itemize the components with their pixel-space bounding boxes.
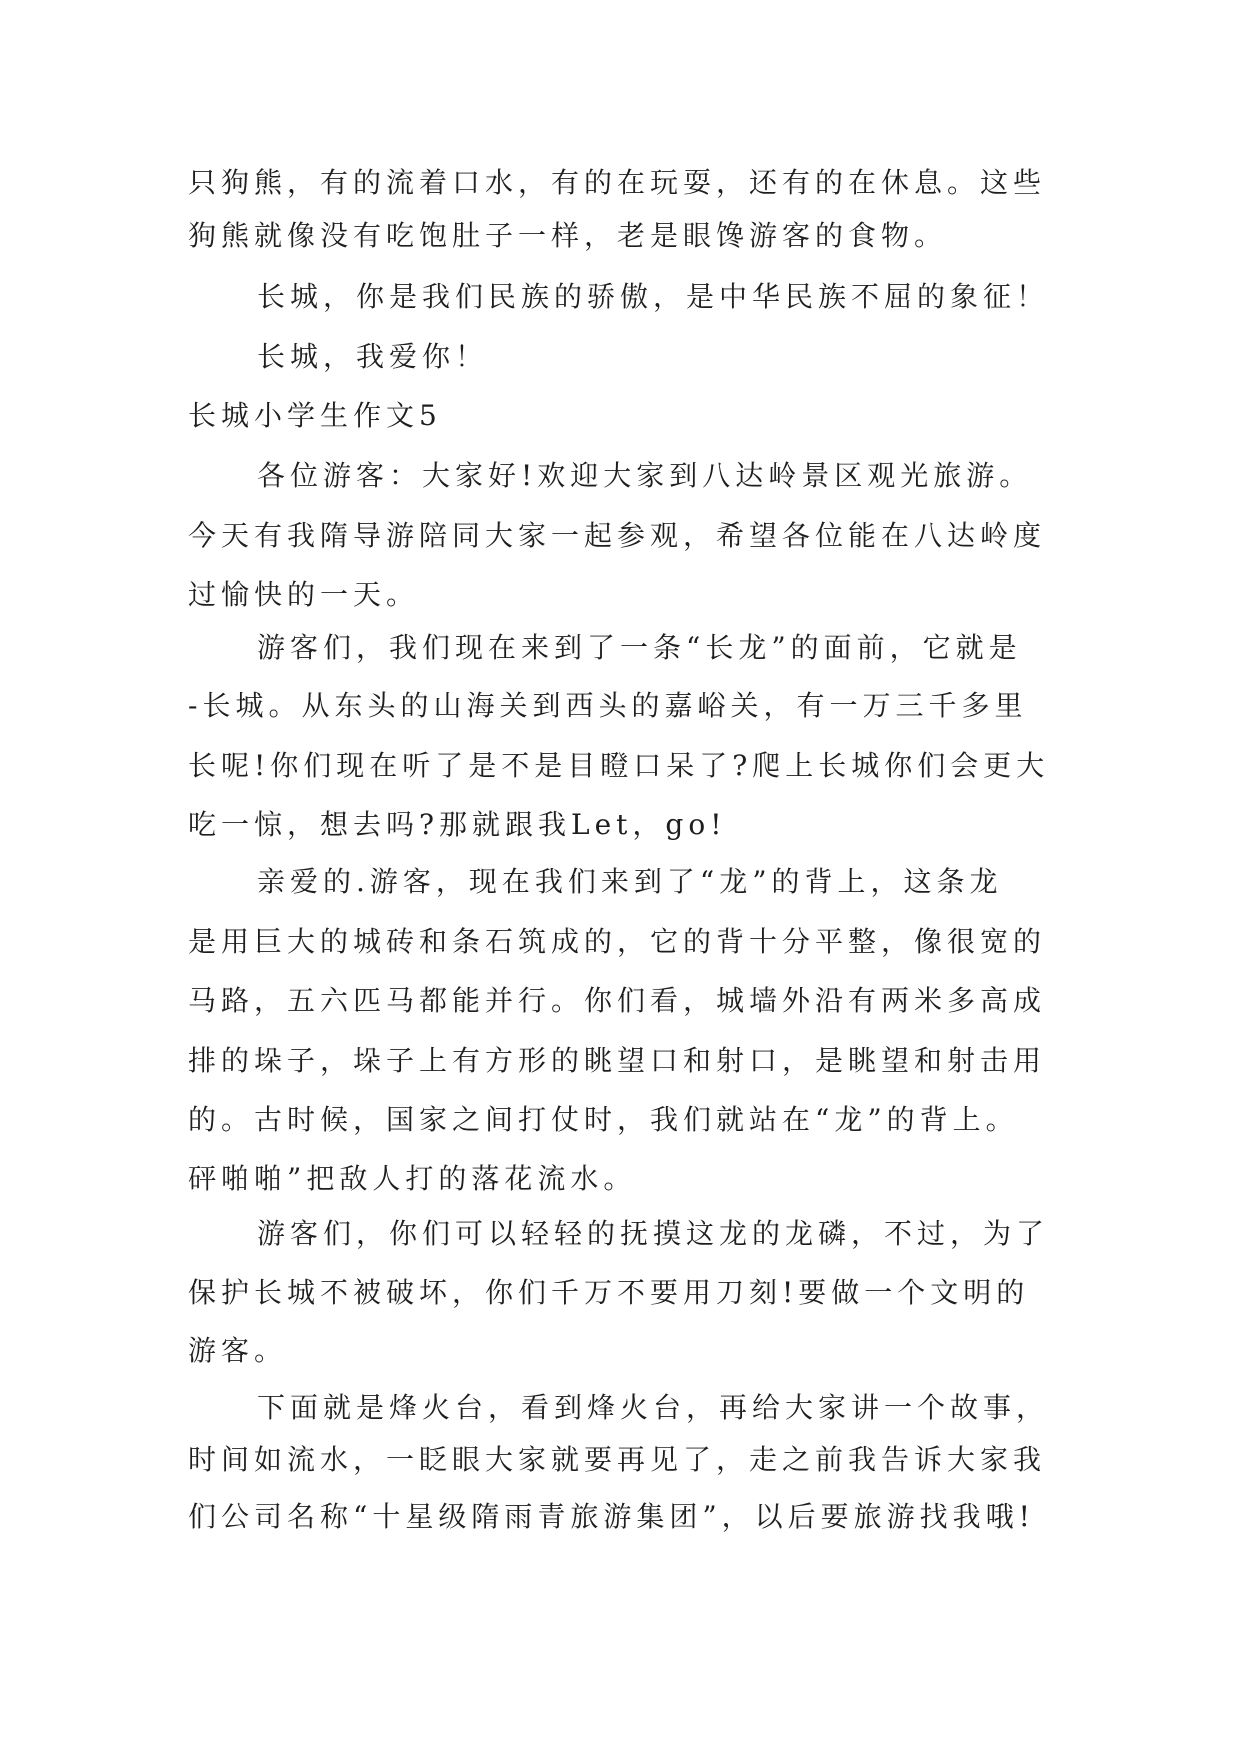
paragraph-line: 长城，我爱你！ (257, 340, 489, 373)
paragraph-line: 过愉快的一天。 (188, 578, 420, 611)
paragraph-line: 只狗熊，有的流着口水，有的在玩耍，还有的在休息。这些 (188, 166, 1047, 199)
paragraph-line: 各位游客：大家好!欢迎大家到八达岭景区观光旅游。 (257, 459, 1033, 492)
paragraph-line: 长城，你是我们民族的骄傲，是中华民族不屈的象征！ (257, 280, 1050, 313)
paragraph-line: 今天有我隋导游陪同大家一起参观，希望各位能在八达岭度 (188, 519, 1047, 552)
paragraph-line: 们公司名称“十星级隋雨青旅游集团”，以后要旅游找我哦! (188, 1500, 1035, 1533)
paragraph-line: 排的垛子，垛子上有方形的眺望口和射口，是眺望和射击用 (188, 1044, 1047, 1077)
paragraph-line: 吃一惊，想去吗?那就跟我Let，go! (188, 808, 727, 841)
paragraph-line: 亲爱的.游客，现在我们来到了“龙”的背上，这条龙 (257, 865, 1003, 898)
paragraph-line: 长呢!你们现在听了是不是目瞪口呆了?爬上长城你们会更大 (188, 749, 1050, 782)
paragraph-line: 时间如流水，一眨眼大家就要再见了，走之前我告诉大家我 (188, 1443, 1047, 1476)
paragraph-line: 游客们，你们可以轻轻的抚摸这龙的龙磷，不过，为了 (257, 1217, 1050, 1250)
paragraph-line: 是用巨大的城砖和条石筑成的，它的背十分平整，像很宽的 (188, 925, 1047, 958)
paragraph-line: 砰啪啪”把敌人打的落花流水。 (188, 1162, 637, 1195)
paragraph-line: 游客们，我们现在来到了一条“长龙”的面前，它就是 (257, 631, 1022, 664)
paragraph-line: 狗熊就像没有吃饱肚子一样，老是眼馋游客的食物。 (188, 219, 948, 252)
paragraph-line: 的。古时候，国家之间打仗时，我们就站在“龙”的背上。 (188, 1103, 1019, 1136)
essay-title: 长城小学生作文5 (188, 399, 442, 432)
paragraph-line: 保护长城不被破坏，你们千万不要用刀刻!要做一个文明的 (188, 1276, 1030, 1309)
paragraph-line: -长城。从东头的山海关到西头的嘉峪关，有一万三千多里 (188, 689, 1028, 722)
paragraph-line: 马路，五六匹马都能并行。你们看，城墙外沿有两米多高成 (188, 984, 1047, 1017)
paragraph-line: 游客。 (188, 1334, 288, 1367)
paragraph-line: 下面就是烽火台，看到烽火台，再给大家讲一个故事， (257, 1391, 1050, 1424)
